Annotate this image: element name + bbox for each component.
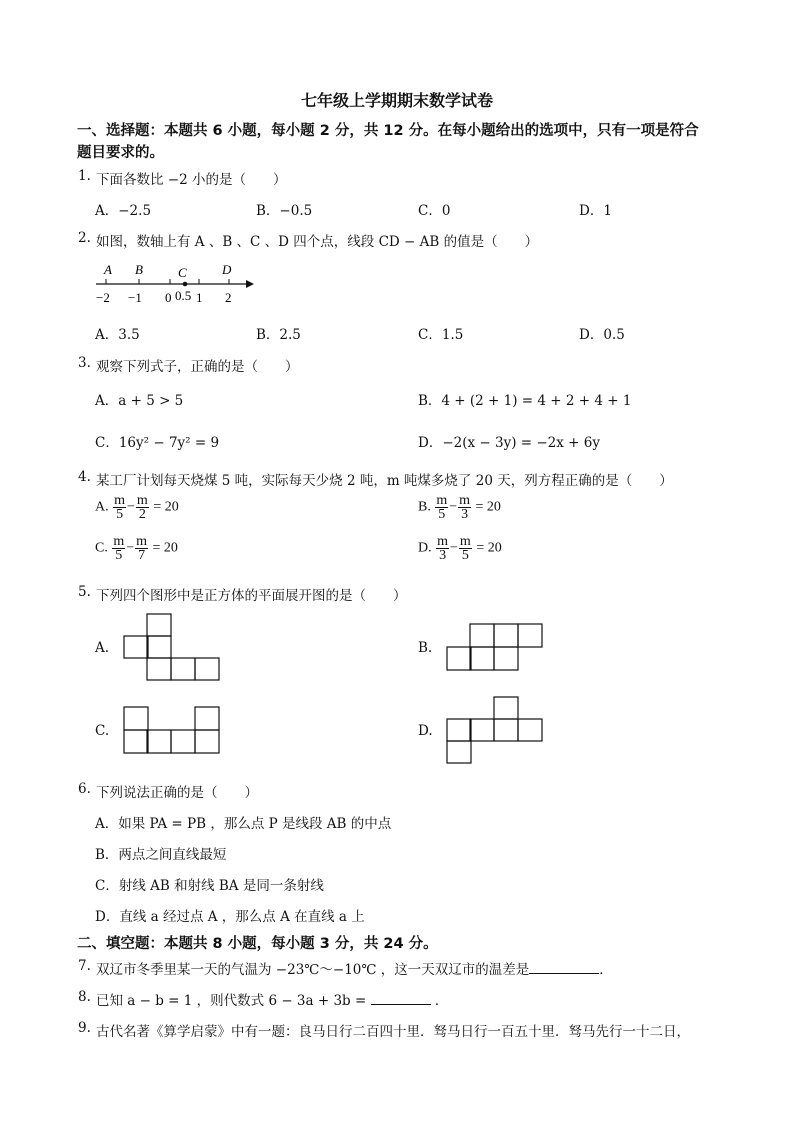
label-d: D	[222, 262, 232, 277]
q5-text: 下列四个图形中是正方体的平面展开图的是（ ）	[96, 588, 407, 604]
q5-number: 5.	[78, 584, 91, 600]
q4-option-d-letter: D.	[418, 540, 432, 556]
q2-option-d: D．0.5	[579, 327, 625, 343]
tick-label-2: 2	[225, 290, 232, 305]
q8-number: 8.	[78, 989, 91, 1005]
label-c: C	[178, 265, 187, 280]
tick-label-neg1: −1	[128, 290, 142, 305]
q4-d-frac2: $\frac{m}{5}$	[459, 534, 471, 563]
q6-option-d: D．直线 a 经过点 A ，那么点 A 在直线 a 上	[95, 909, 365, 925]
q4-c-frac1: $\frac{m}{5}$	[113, 534, 125, 563]
label-a: A	[104, 262, 112, 277]
q4-option-b: B. $\frac{m}{5}$ − $\frac{m}{3}$ = 20	[418, 493, 501, 522]
q4-d-frac1: $\frac{m}{3}$	[437, 534, 449, 563]
q2-number: 2.	[78, 230, 91, 246]
q1-option-c: C．0	[418, 203, 451, 219]
tick-label-0: 0	[165, 290, 172, 305]
q4-option-c: C. $\frac{m}{5}$ − $\frac{m}{7}$ = 20	[95, 534, 178, 563]
q4-text: 某工厂计划每天烧煤 5 吨，实际每天少烧 2 吨，m 吨煤多烧了 20 天，列方程正确的是（ ）	[96, 473, 673, 489]
number-line-arrow	[246, 280, 254, 288]
cube-net-b	[446, 623, 546, 673]
q6-option-c: C．射线 AB 和射线 BA 是同一条射线	[95, 878, 324, 894]
q6-option-a: A．如果 PA = PB ，那么点 P 是线段 AB 的中点	[95, 816, 392, 832]
q4-a-frac2: $\frac{m}{2}$	[136, 493, 148, 522]
q4-number: 4.	[78, 469, 91, 485]
q9-text: 古代名著《算学启蒙》中有一题：良马日行二百四十里．驽马日行一百五十里．驽马先行一十二日，	[96, 1024, 690, 1040]
q3-option-a: A．a + 5 > 5	[95, 393, 184, 409]
q4-option-a-letter: A.	[95, 499, 109, 515]
q4-a-frac1: $\frac{m}{5}$	[114, 493, 126, 522]
cube-net-a	[123, 613, 223, 683]
q9-number: 9.	[78, 1020, 91, 1036]
q2-text: 如图，数轴上有 A 、B 、C 、D 四个点，线段 CD − AB 的值是（ ）	[96, 234, 539, 250]
q6-number: 6.	[78, 781, 91, 797]
page-title: 七年级上学期期末数学试卷	[300, 91, 493, 110]
q4-b-frac1: $\frac{m}{5}$	[436, 493, 448, 522]
q4-option-c-letter: C.	[95, 540, 108, 556]
q5-option-b-letter: B.	[418, 640, 433, 656]
q3-text: 观察下列式子，正确的是（ ）	[96, 359, 299, 375]
tick-label-0-5: 0.5	[175, 288, 192, 303]
q3-number: 3.	[78, 355, 91, 371]
q2-option-b: B．2.5	[256, 327, 301, 343]
cube-net-c	[123, 706, 223, 756]
q1-option-d: D．1	[579, 203, 612, 219]
q1-option-b: B．−0.5	[256, 203, 313, 219]
section2-heading: 二、填空题：本题共 8 小题，每小题 3 分，共 24 分。	[77, 936, 438, 952]
tick-label-1: 1	[196, 290, 203, 305]
tick-label-neg2: −2	[96, 290, 110, 305]
q5-option-d-letter: D.	[418, 723, 433, 739]
q2-option-a: A．3.5	[95, 327, 140, 343]
number-line-figure	[94, 258, 264, 308]
q1-number: 1.	[78, 168, 91, 184]
q6-text: 下列说法正确的是（ ）	[96, 785, 258, 801]
q1-option-a: A．−2.5	[95, 203, 152, 219]
q4-option-d: D. $\frac{m}{3}$ − $\frac{m}{5}$ = 20	[418, 534, 502, 563]
q4-option-a: A. $\frac{m}{5}$ − $\frac{m}{2}$ = 20	[95, 493, 179, 522]
section1-heading-line2: 题目要求的。	[77, 145, 164, 161]
q7-number: 7.	[78, 958, 91, 974]
section1-heading-line1: 一、选择题：本题共 6 小题，每小题 2 分，共 12 分。在每小题给出的选项中，只有一项是符合	[77, 123, 699, 139]
q4-b-frac2: $\frac{m}{3}$	[459, 493, 471, 522]
q1-text: 下面各数比 −2 小的是（ ）	[96, 172, 287, 188]
q5-option-a-letter: A.	[95, 640, 110, 656]
q2-option-c: C．1.5	[418, 327, 464, 343]
q3-option-b: B．4 + (2 + 1) = 4 + 2 + 4 + 1	[418, 393, 632, 409]
q5-option-c-letter: C.	[95, 723, 110, 739]
q3-option-d: D．−2(x − 3y) = −2x + 6y	[418, 435, 600, 451]
cube-net-d	[446, 696, 546, 766]
point-c-dot	[183, 282, 188, 287]
label-b: B	[135, 262, 143, 277]
q4-option-b-letter: B.	[418, 499, 431, 515]
q3-option-c: C．16y² − 7y² = 9	[95, 435, 220, 451]
q8-text: 已知 a − b = 1 ，则代数式 6 − 3a + 3b = ．	[96, 993, 449, 1009]
q6-option-b: B．两点之间直线最短	[95, 847, 227, 863]
q7-answer-blank[interactable]	[529, 961, 599, 974]
q4-c-frac2: $\frac{m}{7}$	[136, 534, 148, 563]
q7-text: 双辽市冬季里某一天的气温为 −23℃～−10℃ ，这一天双辽市的温差是 ．	[96, 962, 613, 978]
q8-answer-blank[interactable]	[371, 992, 431, 1005]
